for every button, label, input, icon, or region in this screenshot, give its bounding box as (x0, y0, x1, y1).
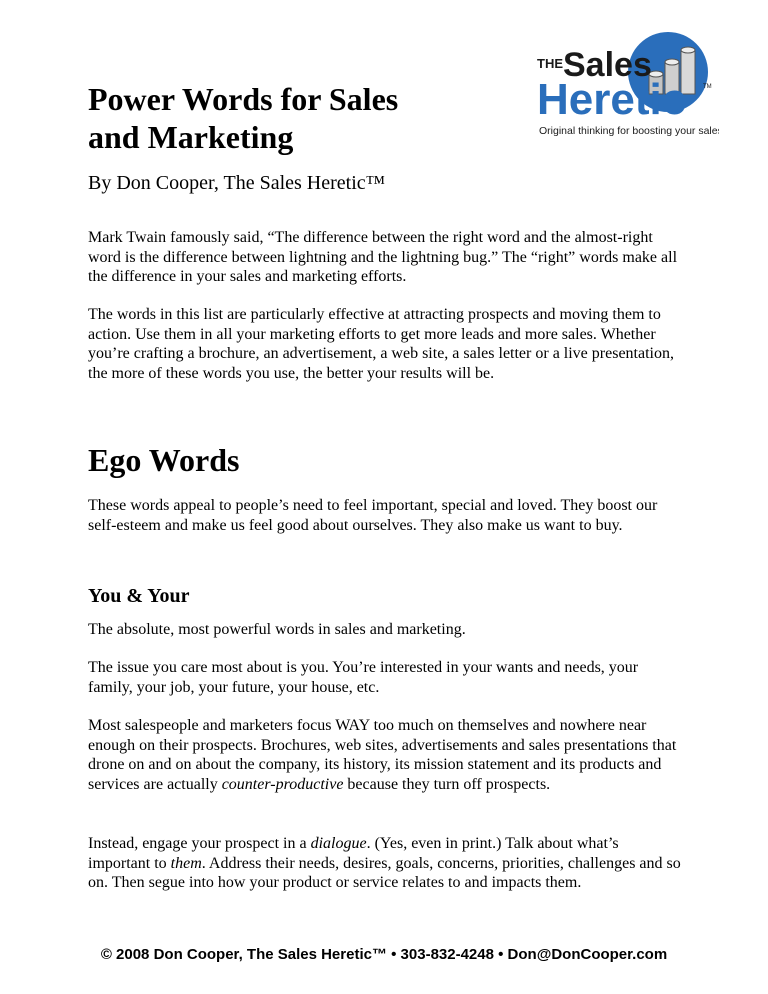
title-line-1: Power Words for Sales (88, 81, 399, 117)
p4-text-a: Instead, engage your prospect in a (88, 835, 311, 852)
document-title (88, 80, 488, 156)
footer-copyright: © 2008 Don Cooper, The Sales Heretic™ • 303-832-4248 • Don@DonCooper.com (100, 946, 668, 963)
ego-words-description: These words appeal to people’s need to feel important, special and loved. They boost our self-esteem and make us feel good about ourselves. They also make us want to buy. (88, 497, 658, 534)
p3-text-b: because they turn off prospects. (343, 775, 551, 793)
byline: By Don Cooper, The Sales Heretic™ (88, 172, 386, 194)
logo-sales-text: Sales (563, 46, 652, 84)
logo-tm-text: TM (703, 84, 712, 90)
you-your-paragraph-4 (88, 834, 683, 893)
p4-emphasis-them: them (170, 854, 202, 872)
p3-text-a: Most salespeople and marketers focus WAY too much on themselves and nowhere near enough on their prospects. Brochures, web sites, advertisements and sales presentations that drone on and on about the company, its history, its mission statement and its products and services are actually (88, 717, 677, 793)
p4-emphasis-dialogue: dialogue (310, 835, 367, 852)
you-your-paragraph-3 (88, 716, 683, 794)
intro-paragraph-2: The words in this list are particularly effective at attracting prospects and moving them to action. Use them in all your marketing efforts to get more leads and more sales. Whether you’re crafting a brochure, an advertisement, a web site, a sales letter or a live presentation, the more of these words you use, the better your results will be. (88, 306, 674, 382)
logo-tagline: Original thinking for boosting your sales (539, 125, 719, 137)
p4-text-b: . (Yes, even in print.) Talk about what’s important to (88, 835, 619, 872)
you-your-paragraph-1: The absolute, most powerful words in sales and marketing. (88, 621, 466, 638)
subsection-heading-you-your: You & Your (88, 585, 190, 607)
logo-heretic-text: Heretic (537, 75, 687, 124)
title-line-2: and Marketing (88, 119, 294, 155)
section-heading-ego-words: Ego Words (88, 442, 240, 478)
intro-paragraph-1: Mark Twain famously said, “The difference between the right word and the almost-right word is the difference between lightning and the lightning bug.” The “right” words make all the difference in your sales and marketing efforts. (88, 229, 678, 285)
p4-text-c: . Address their needs, desires, goals, concerns, priorities, challenges and so on. Then segue into how your product or service relates to and impacts them. (88, 854, 681, 891)
p3-emphasis: counter-productive (221, 775, 344, 793)
sales-heretic-logo (533, 30, 719, 142)
logo-graphic (533, 30, 719, 142)
you-your-paragraph-2: The issue you care most about is you. You’re interested in your wants and needs, your family, your job, your future, your house, etc. (88, 659, 639, 696)
logo-the-text: THE (537, 56, 563, 71)
